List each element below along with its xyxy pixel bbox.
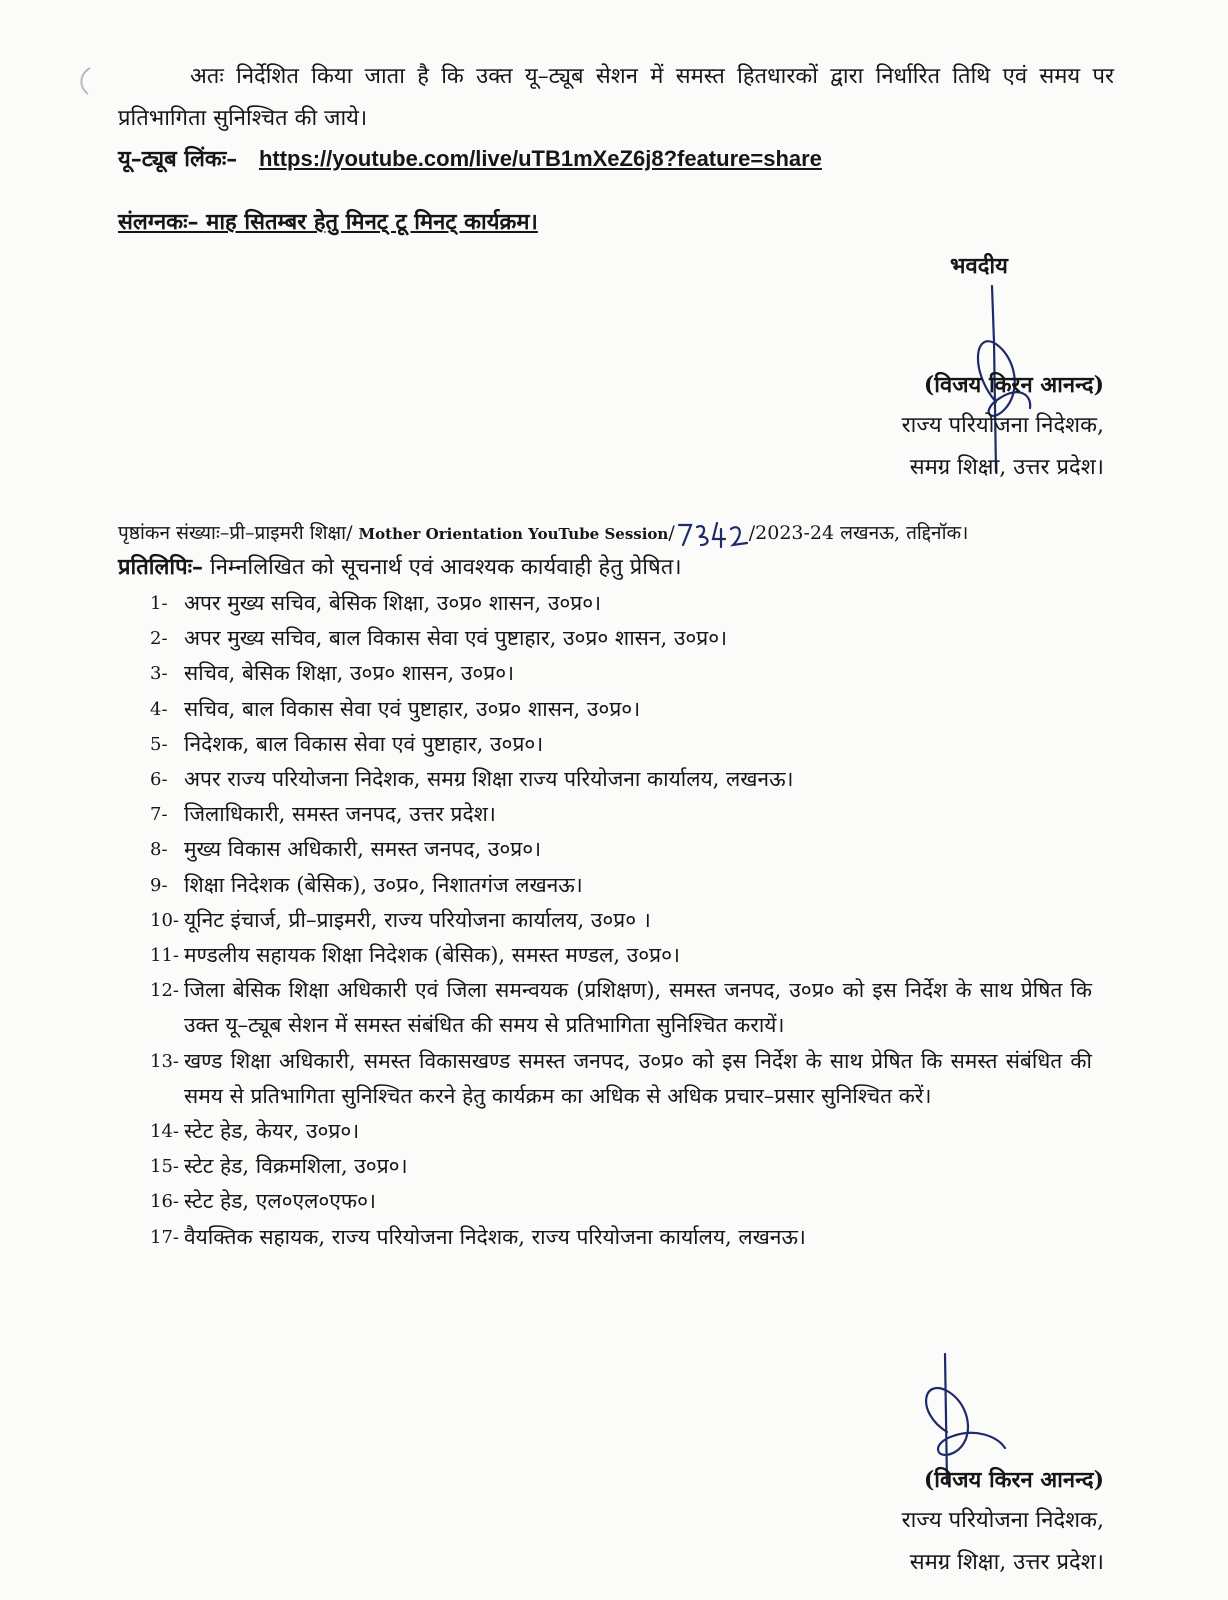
endorsement-year: /2023-24 [748, 522, 835, 544]
signatory-organization: समग्र शिक्षा, उत्तर प्रदेश। [909, 455, 1104, 480]
list-item: 2- अपर मुख्य सचिव, बाल विकास सेवा एवं पुष्टाहार, उ०प्र० शासन, उ०प्र०। [150, 626, 728, 651]
list-item: 9- शिक्षा निदेशक (बेसिक), उ०प्र०, निशातगंज लखनऊ। [150, 872, 583, 897]
signatory-designation: राज्य परियोजना निदेशक, [901, 413, 1104, 438]
copy-to-text: निम्नलिखित को सूचनार्थ एवं आवश्यक कार्यवाही हेतु प्रेषित। [210, 555, 682, 580]
copy-to-line [118, 550, 1118, 585]
recipient-list [150, 586, 1092, 1255]
signatory-organization: समग्र शिक्षा, उत्तर प्रदेश। [909, 1550, 1104, 1575]
list-item: 1- अपर मुख्य सचिव, बेसिक शिक्षा, उ०प्र० शासन, उ०प्र०। [150, 591, 602, 615]
list-item: 6- अपर राज्य परियोजना निदेशक, समग्र शिक्षा राज्य परियोजना कार्यालय, लखनऊ। [150, 767, 794, 792]
list-item: 10- यूनिट इंचार्ज, प्री–प्राइमरी, राज्य परियोजना कार्यालय, उ०प्र० । [150, 907, 651, 932]
handwritten-number-icon [675, 519, 749, 549]
list-item: 8- मुख्य विकास अधिकारी, समस्त जनपद, उ०प्र०। [150, 837, 542, 862]
copy-to-label: प्रतिलिपिः– [118, 554, 204, 580]
list-item: 15- स्टेट हेड, विक्रमशिला, उ०प्र०। [150, 1154, 408, 1179]
list-item: 3- सचिव, बेसिक शिक्षा, उ०प्र० शासन, उ०प्र०। [150, 661, 515, 686]
endorsement-suffix: लखनऊ, तद्दिनॉक। [840, 522, 969, 544]
list-item: 12- जिला बेसिक शिक्षा अधिकारी एवं जिला समन्वयक (प्रशिक्षण), समस्त जनपद, उ०प्र० को इस निर्देश के साथ प्रेषित कि उक्त यू–ट्यूब सेशन में समस्त संबंधित की समय से प्रतिभागिता सुनिश्चित करायें। [150, 978, 1092, 1038]
list-item: 13- खण्ड शिक्षा अधिकारी, समस्त विकासखण्ड समस्त जनपद, उ०प्र० को इस निर्देश के साथ प्रेषित कि समस्त संबंधित की समय से प्रतिभागिता सुनिश्चित करने हेतु कार्यक्रम का अधिक से अधिक प्रचार–प्रसार सुनिश्चित करें। [150, 1048, 1092, 1108]
signatory-designation: राज्य परियोजना निदेशक, [901, 1508, 1104, 1533]
signatory-name: (विजय किरन आनन्द) [923, 372, 1104, 398]
list-item: 17- वैयक्तिक सहायक, राज्य परियोजना निदेशक, राज्य परियोजना कार्यालय, लखनऊ। [150, 1224, 806, 1249]
list-item: 4- सचिव, बाल विकास सेवा एवं पुष्टाहार, उ०प्र० शासन, उ०प्र०। [150, 696, 641, 721]
endorsement-number [118, 518, 1118, 549]
list-item: 11- मण्डलीय सहायक शिक्षा निदेशक (बेसिक), समस्त मण्डल, उ०प्र०। [150, 943, 680, 968]
scan-mark-icon [74, 66, 96, 96]
endorsement-subject: Mother Orientation YouTube Session [358, 525, 669, 543]
endorsement-prefix: पृष्ठांकन संख्याः–प्री–प्राइमरी शिक्षा/ [118, 522, 353, 544]
youtube-link[interactable]: https://youtube.com/live/uTB1mXeZ6j8?feature=share [258, 146, 822, 171]
youtube-link-line [118, 143, 1118, 175]
signature-block-1 [774, 365, 1104, 489]
youtube-label: यू–ट्यूब लिंकः– [118, 146, 238, 172]
list-item: 14- स्टेट हेड, केयर, उ०प्र०। [150, 1119, 360, 1144]
enclosure-line: संलग्नकः– माह सितम्बर हेतु मिनट् टू मिनट् कार्यक्रम। [118, 209, 538, 235]
endorsement-separator: / [668, 522, 675, 544]
list-item: 16- स्टेट हेड, एल०एल०एफ०। [150, 1189, 376, 1214]
signatory-name: (विजय किरन आनन्द) [923, 1467, 1104, 1493]
list-item: 5- निदेशक, बाल विकास सेवा एवं पुष्टाहार, उ०प्र०। [150, 731, 544, 756]
list-item: 7- जिलाधिकारी, समस्त जनपद, उत्तर प्रदेश। [150, 802, 496, 827]
intro-paragraph: अतः निर्देशित किया जाता है कि उक्त यू–ट्यूब सेशन में समस्त हितधारकों द्वारा निर्धारित तिथि एवं समय पर प्रतिभागिता सुनिश्चित की जाये। [118, 64, 1114, 131]
closing-salutation: भवदीय [950, 253, 1008, 279]
signature-block-2 [774, 1460, 1104, 1584]
